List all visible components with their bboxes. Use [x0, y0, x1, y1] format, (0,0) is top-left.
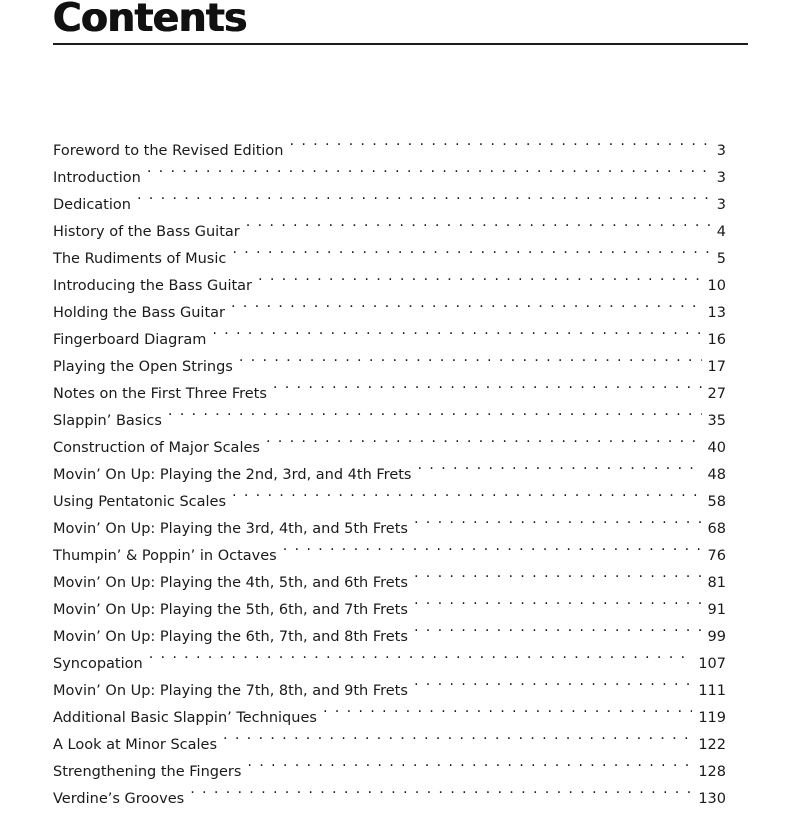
toc-entry-page: 4 — [716, 224, 726, 240]
toc-entry-title: Construction of Major Scales — [53, 440, 260, 456]
dot-leader — [232, 236, 710, 263]
toc-entry-title: Movin’ On Up: Playing the 2nd, 3rd, and 4th Frets — [53, 467, 412, 483]
dot-leader — [190, 776, 692, 803]
toc-entry-page: 99 — [707, 629, 726, 645]
toc-entry-page: 5 — [716, 251, 726, 267]
dot-leader — [232, 479, 702, 506]
title-divider — [53, 43, 748, 45]
toc-entry-title: A Look at Minor Scales — [53, 737, 218, 753]
toc-entry-title: Thumpin’ & Poppin’ in Octaves — [53, 548, 277, 564]
dot-leader — [414, 560, 702, 587]
toc-entry-title: Playing the Open Strings — [53, 359, 233, 375]
dot-leader — [231, 290, 702, 317]
toc-entry-title: Verdine’s Grooves — [53, 791, 185, 807]
toc-entry-page: 76 — [707, 548, 726, 564]
toc-entry-page: 40 — [707, 440, 726, 456]
toc-entry-page: 130 — [698, 791, 726, 807]
dot-leader — [283, 533, 702, 560]
toc-entry-page: 68 — [707, 521, 726, 537]
toc-entry-page: 13 — [707, 305, 726, 321]
toc-entry-title: Introducing the Bass Guitar — [53, 278, 253, 294]
dot-leader — [168, 398, 702, 425]
toc-entry-title: Foreword to the Revised Edition — [53, 143, 284, 159]
toc-entry-title: History of the Bass Guitar — [53, 224, 240, 240]
toc-entry-title: Dedication — [53, 197, 131, 213]
toc-entry-page: 107 — [698, 656, 726, 672]
dot-leader — [149, 641, 693, 668]
toc-entry-page: 111 — [698, 683, 726, 699]
toc-entry-page: 3 — [716, 143, 726, 159]
dot-leader — [417, 452, 701, 479]
toc-entry — [53, 209, 726, 240]
toc-entry-title: The Rudiments of Music — [53, 251, 227, 267]
toc-entry-title: Movin’ On Up: Playing the 5th, 6th, and 7th Frets — [53, 602, 408, 618]
toc-entry-title: Holding the Bass Guitar — [53, 305, 225, 321]
toc-entry-page: 58 — [707, 494, 726, 510]
toc-entry-page: 119 — [698, 710, 726, 726]
toc-entry-page: 16 — [707, 332, 726, 348]
dot-leader — [290, 128, 711, 155]
toc-entry-page: 17 — [707, 359, 726, 375]
toc-entry-page: 81 — [707, 575, 726, 591]
table-of-contents — [53, 128, 726, 807]
dot-leader — [239, 344, 702, 371]
toc-entry-page: 91 — [707, 602, 726, 618]
dot-leader — [247, 749, 692, 776]
dot-leader — [246, 209, 710, 236]
toc-entry — [53, 128, 726, 159]
toc-entry-page: 35 — [707, 413, 726, 429]
toc-entry-title: Slappin’ Basics — [53, 413, 162, 429]
dot-leader — [137, 182, 710, 209]
toc-entry-title: Strengthening the Fingers — [53, 764, 242, 780]
dot-leader — [414, 506, 702, 533]
toc-entry — [53, 182, 726, 213]
dot-leader — [258, 263, 702, 290]
toc-entry-page: 3 — [716, 197, 726, 213]
dot-leader — [323, 695, 692, 722]
toc-entry — [53, 155, 726, 186]
toc-entry-page: 128 — [698, 764, 726, 780]
toc-entry-title: Movin’ On Up: Playing the 7th, 8th, and 9th Frets — [53, 683, 408, 699]
dot-leader — [266, 425, 702, 452]
dot-leader — [414, 614, 702, 641]
toc-entry-page: 48 — [707, 467, 726, 483]
toc-entry-page: 27 — [707, 386, 726, 402]
page-title: Contents — [53, 0, 247, 41]
dot-leader — [223, 722, 692, 749]
toc-entry-title: Additional Basic Slappin’ Techniques — [53, 710, 317, 726]
toc-entry-title: Movin’ On Up: Playing the 6th, 7th, and 8th Frets — [53, 629, 408, 645]
toc-entry-title: Using Pentatonic Scales — [53, 494, 227, 510]
toc-entry-page: 10 — [707, 278, 726, 294]
dot-leader — [273, 371, 702, 398]
toc-entry-page: 122 — [698, 737, 726, 753]
toc-entry-title: Notes on the First Three Frets — [53, 386, 267, 402]
dot-leader — [147, 155, 710, 182]
dot-leader — [414, 587, 702, 614]
toc-entry-title: Introduction — [53, 170, 141, 186]
toc-entry-title: Fingerboard Diagram — [53, 332, 207, 348]
toc-entry-title: Movin’ On Up: Playing the 3rd, 4th, and 5th Frets — [53, 521, 408, 537]
toc-entry — [53, 641, 726, 672]
toc-entry-title: Movin’ On Up: Playing the 4th, 5th, and 6th Frets — [53, 575, 408, 591]
dot-leader — [212, 317, 701, 344]
dot-leader — [414, 668, 692, 695]
toc-entry — [53, 668, 726, 699]
toc-entry-page: 3 — [716, 170, 726, 186]
toc-entry-title: Syncopation — [53, 656, 143, 672]
